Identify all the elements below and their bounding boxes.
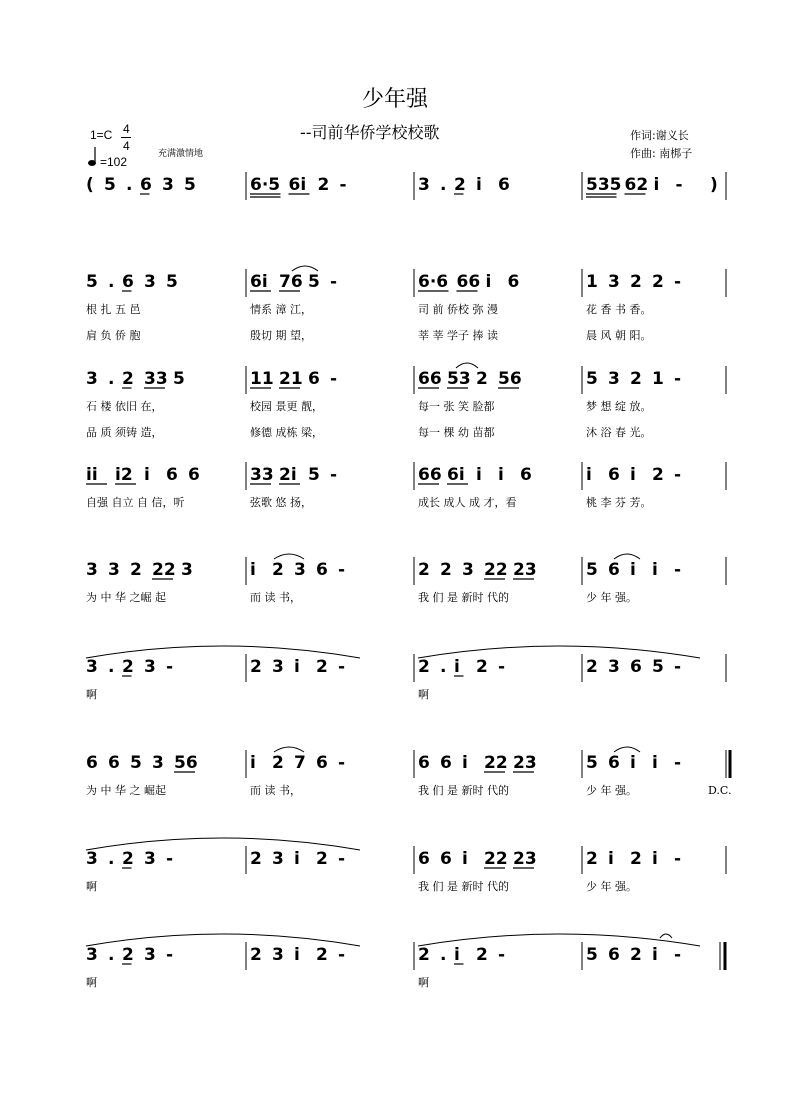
lyric: 我 们 是 新时 代的 [418, 880, 509, 893]
note: 2 [316, 945, 328, 965]
note: - [674, 657, 682, 677]
note: 3 [144, 849, 156, 869]
note: 3 [86, 945, 98, 965]
note: . [440, 657, 447, 677]
note: 5 [86, 272, 98, 292]
lyric: 少 年 强。 [586, 880, 637, 893]
note: 3 [608, 272, 620, 292]
note: 2 [454, 175, 466, 195]
dc-mark: D.C. [708, 784, 732, 797]
note: 2 [272, 753, 284, 773]
note: 6i [250, 272, 268, 292]
note: 6 [308, 369, 320, 389]
note: i [630, 753, 636, 773]
note: 2 [122, 945, 134, 965]
song-title: 少年强 [361, 87, 428, 112]
note: 23 [513, 849, 537, 869]
note: 2 [476, 369, 488, 389]
note: - [339, 175, 347, 195]
note: 22 [484, 753, 508, 773]
note: 5 [586, 369, 598, 389]
note: 3 [152, 753, 164, 773]
note: 3 [144, 272, 156, 292]
note: . [108, 369, 115, 389]
note: 2 [250, 657, 262, 677]
note: 2i [279, 465, 297, 485]
note: i [294, 657, 300, 677]
score-row [86, 269, 726, 342]
note: - [338, 945, 346, 965]
lyric: 啊 [86, 880, 97, 893]
note: 3 [462, 560, 474, 580]
lyric: 肩 负 侨 胞 [86, 329, 141, 342]
note: i [144, 465, 150, 485]
note: 6 [608, 465, 620, 485]
note: 2 [476, 657, 488, 677]
note: 22 [152, 560, 176, 580]
note: 3 [144, 657, 156, 677]
open-paren: ( [86, 175, 94, 195]
note: 23 [513, 753, 537, 773]
note: i [454, 657, 460, 677]
note: 3 [272, 657, 284, 677]
note: 3 [162, 175, 174, 195]
note: i [294, 945, 300, 965]
note: 6·6 [418, 272, 449, 292]
note: 6·5 [250, 175, 281, 195]
note: 3 [272, 945, 284, 965]
note: 56 [174, 753, 198, 773]
note: 2 [630, 945, 642, 965]
score-row [86, 172, 726, 200]
note: 6 [418, 849, 430, 869]
note: 6 [440, 753, 452, 773]
note: . [440, 945, 447, 965]
score-row [86, 366, 726, 439]
note: - [498, 945, 506, 965]
note: 5 [586, 945, 598, 965]
lyric: 每一 张 笑 脸都 [418, 400, 495, 413]
note: 66 [418, 465, 442, 485]
note: 6 [630, 657, 642, 677]
note: i [485, 272, 492, 292]
note: 76 [279, 272, 303, 292]
note: 2 [250, 945, 262, 965]
note: 5 [308, 272, 320, 292]
note: i2 [115, 465, 133, 485]
note: 3 [418, 175, 430, 195]
note: 2 [122, 849, 134, 869]
note: 2 [130, 560, 142, 580]
time-signature-top: 4 [123, 122, 130, 136]
note: 3 [108, 560, 120, 580]
lyric: 啊 [418, 688, 429, 701]
note: 6 [86, 753, 98, 773]
note: 22 [484, 560, 508, 580]
note: 3 [294, 560, 306, 580]
note: 33 [144, 369, 168, 389]
lyric: 花 香 书 香。 [586, 303, 652, 316]
note: 6 [608, 560, 620, 580]
note: i [653, 175, 660, 195]
note: 2 [418, 945, 430, 965]
note: . [126, 175, 133, 195]
note: 3 [181, 560, 193, 580]
note: 56 [498, 369, 522, 389]
lyric: 啊 [86, 976, 97, 989]
note: 2 [630, 369, 642, 389]
close-paren: ) [710, 175, 718, 195]
lyric: 石 楼 依旧 在， [86, 400, 163, 413]
note: 6 [188, 465, 200, 485]
lyric: 为 中 华 之崛 起 [86, 591, 166, 604]
note: - [674, 849, 682, 869]
lyricist-credit: 作词:谢义长 [630, 129, 689, 142]
note: - [330, 272, 338, 292]
lyric: 我 们 是 新时 代的 [418, 784, 509, 797]
note: 33 [250, 465, 274, 485]
note: 2 [418, 560, 430, 580]
note: 6 [507, 272, 520, 292]
note: 2 [122, 369, 134, 389]
note: 2 [652, 465, 664, 485]
note: 6 [440, 849, 452, 869]
note: 6 [608, 753, 620, 773]
score-row [86, 654, 726, 701]
note: . [108, 945, 115, 965]
note: - [674, 753, 682, 773]
note: - [338, 560, 346, 580]
lyric: 沐 浴 春 光。 [586, 426, 652, 439]
note: - [674, 945, 682, 965]
lyric: 而 读 书， [250, 784, 301, 797]
note: 2 [250, 849, 262, 869]
note: - [674, 465, 682, 485]
note: 2 [418, 657, 430, 677]
note: i [250, 560, 256, 580]
composer-credit: 作曲: 南梆子 [630, 147, 693, 160]
note: 6 [108, 753, 120, 773]
note: i [462, 753, 468, 773]
note: 3 [86, 849, 98, 869]
note: i [454, 945, 460, 965]
note: 5 [308, 465, 320, 485]
note: 5 [586, 753, 598, 773]
note: . [108, 657, 115, 677]
lyric: 而 读 书， [250, 591, 301, 604]
note: i [586, 465, 592, 485]
lyric: 根 扎 五 邑 [86, 303, 141, 316]
lyric: 啊 [418, 976, 429, 989]
note: 2 [122, 657, 134, 677]
lyric: 修德 成栋 梁， [250, 426, 323, 439]
note: i [498, 465, 504, 485]
note: 2 [317, 175, 330, 195]
lyric: 少 年 强。 [586, 784, 637, 797]
note: ii [86, 465, 98, 485]
tie-slur [614, 554, 640, 559]
note: i [630, 560, 636, 580]
note: 5 [173, 369, 185, 389]
note: 6 [418, 753, 430, 773]
note: 6 [316, 560, 328, 580]
lyric: 自强 自立 自 信，听 [86, 496, 185, 509]
tie-slur [614, 747, 640, 752]
note: - [338, 849, 346, 869]
note: 11 [250, 369, 274, 389]
lyric: 殷切 期 望， [250, 329, 312, 342]
lyric: 少 年 强。 [586, 591, 637, 604]
note: . [108, 849, 115, 869]
note: 62 [624, 175, 649, 195]
note: i [652, 945, 658, 965]
note: 6i [288, 175, 307, 195]
lyric: 晨 风 朝 阳。 [586, 329, 652, 342]
note: i [608, 849, 614, 869]
lyric: 我 们 是 新时 代的 [418, 591, 509, 604]
note: 6 [608, 945, 620, 965]
note: - [675, 175, 683, 195]
note: 6i [447, 465, 465, 485]
note: - [674, 369, 682, 389]
note: 6 [520, 465, 532, 485]
score-row [86, 462, 726, 509]
note: - [498, 657, 506, 677]
time-signature-bottom: 4 [123, 139, 130, 153]
song-subtitle: --司前华侨学校校歌 [300, 123, 440, 142]
note: 2 [316, 849, 328, 869]
note: - [338, 657, 346, 677]
note: 5 [586, 560, 598, 580]
tie-slur [292, 266, 318, 271]
note: - [338, 753, 346, 773]
note: 1 [652, 369, 664, 389]
note: 3 [608, 369, 620, 389]
lyric: 桃 李 芬 芳。 [586, 496, 652, 509]
note: 535 [586, 175, 622, 195]
note: i [652, 560, 658, 580]
note: 66 [456, 272, 481, 292]
tie-slur [274, 747, 304, 752]
lyric: 为 中 华 之 崛起 [86, 784, 166, 797]
tie-slur [274, 554, 304, 559]
note: 1 [586, 272, 598, 292]
note: 2 [630, 849, 642, 869]
note: 6 [498, 175, 510, 195]
note: 7 [294, 753, 306, 773]
note: 2 [272, 560, 284, 580]
note: 3 [272, 849, 284, 869]
note: i [652, 849, 658, 869]
tempo-marking: =102 [100, 155, 128, 169]
note: 5 [130, 753, 142, 773]
note: 2 [586, 849, 598, 869]
note: 3 [608, 657, 620, 677]
note: i [652, 753, 658, 773]
note: 5 [652, 657, 664, 677]
note: . [108, 272, 115, 292]
lyric: 梦 想 绽 放。 [586, 400, 652, 413]
lyric: 情系 漳 江， [250, 303, 312, 316]
note: 2 [316, 657, 328, 677]
note: 21 [279, 369, 303, 389]
note: i [630, 465, 636, 485]
lyric: 司 前 侨校 弥 漫 [418, 303, 498, 316]
lyric: 每一 棵 幼 苗都 [418, 426, 495, 439]
note: . [440, 175, 447, 195]
note: - [166, 945, 174, 965]
note: 22 [484, 849, 508, 869]
note: - [166, 849, 174, 869]
note: 2 [476, 945, 488, 965]
note: - [330, 369, 338, 389]
note: - [166, 657, 174, 677]
note: 6 [316, 753, 328, 773]
note: - [674, 560, 682, 580]
lyric: 弦歌 悠 扬， [250, 496, 312, 509]
tie-slur [456, 363, 478, 368]
note: i [250, 753, 256, 773]
note: i [294, 849, 300, 869]
score-row [86, 557, 726, 604]
fermata [660, 934, 672, 938]
score-row [86, 934, 725, 989]
lyric: 啊 [86, 688, 97, 701]
note: 6 [166, 465, 178, 485]
note: 3 [86, 657, 98, 677]
note: 2 [630, 272, 642, 292]
note: i [462, 849, 468, 869]
note: 23 [513, 560, 537, 580]
note: 5 [166, 272, 178, 292]
lyric: 校园 景更 靓， [250, 400, 323, 413]
note: - [674, 272, 682, 292]
note: 3 [86, 560, 98, 580]
note: 3 [144, 945, 156, 965]
note: 6 [140, 175, 152, 195]
note: 53 [447, 369, 471, 389]
note: 6 [122, 272, 134, 292]
note: i [476, 465, 482, 485]
score-row [86, 750, 731, 797]
note: 2 [440, 560, 452, 580]
lyric: 成长 成人 成 才，看 [418, 496, 517, 509]
note: 2 [652, 272, 664, 292]
key-signature: 1=C [90, 128, 113, 142]
note: 3 [86, 369, 98, 389]
note: - [330, 465, 338, 485]
note: i [476, 175, 482, 195]
score-row [86, 846, 726, 893]
note: 5 [104, 175, 116, 195]
lyric: 莘 莘 学子 捧 读 [418, 329, 498, 342]
note: 2 [586, 657, 598, 677]
lyric: 品 质 须铸 造， [86, 426, 163, 439]
expression-marking: 充满激情地 [158, 149, 204, 159]
note: 5 [184, 175, 196, 195]
note: 66 [418, 369, 442, 389]
